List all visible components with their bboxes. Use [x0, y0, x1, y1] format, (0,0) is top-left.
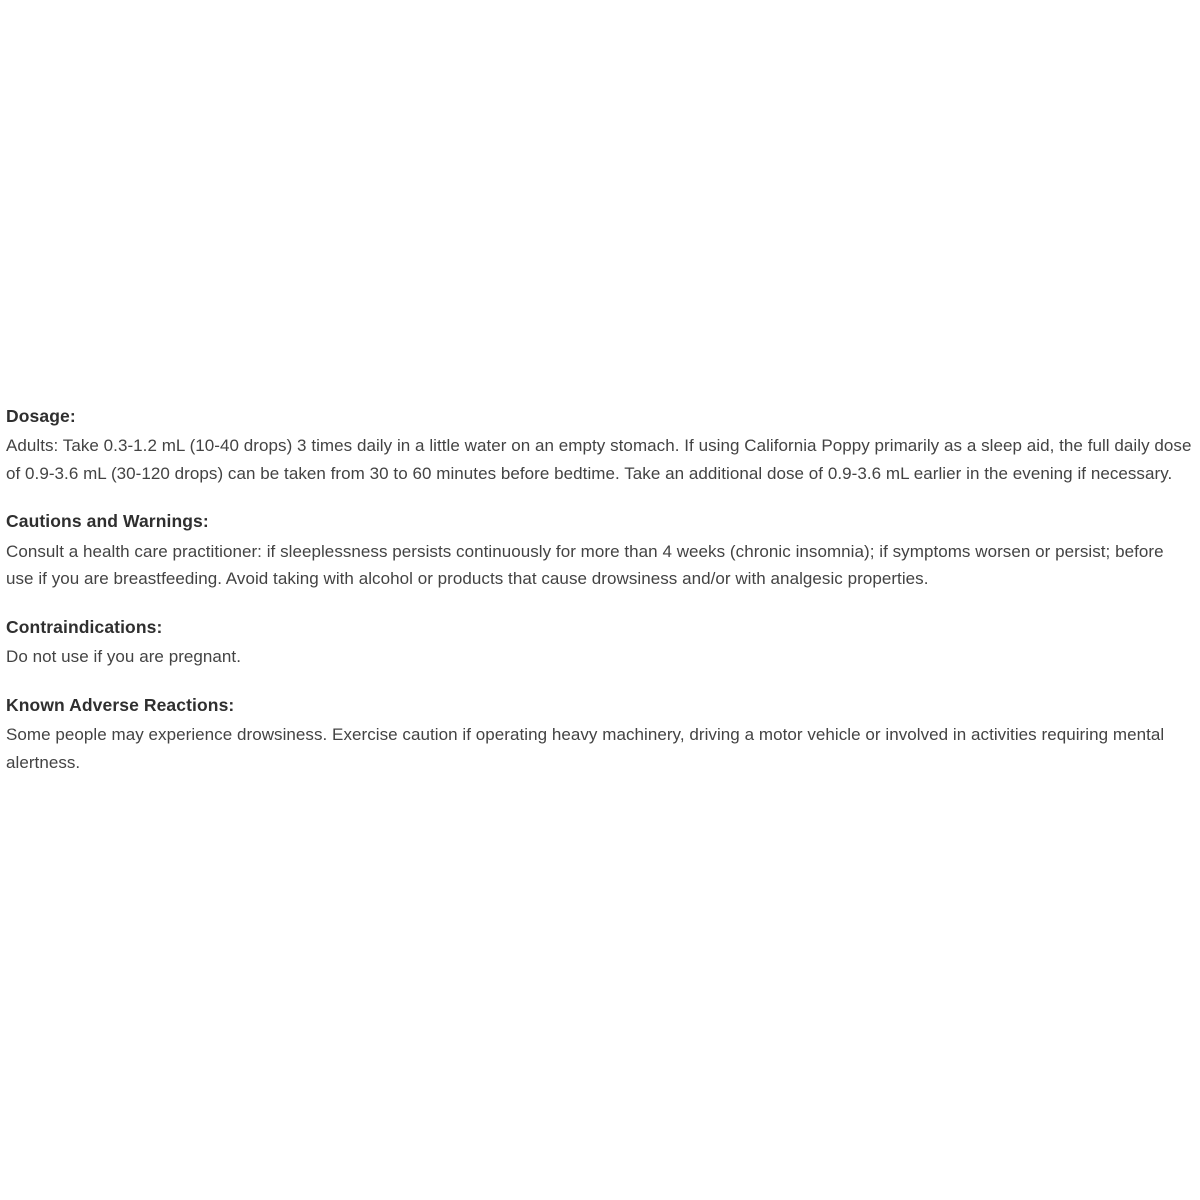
section-body-cautions-and-warnings: Consult a health care practitioner: if sleeplessness persists continuously for more than 4 weeks (chronic insomnia); if symptoms worsen or persist; before use if you are breastfeeding. Avoid taking with alcohol or products that cause drowsiness and/or with analgesic properties.: [6, 541, 1164, 589]
section-body-dosage: Adults: Take 0.3-1.2 mL (10-40 drops) 3 times daily in a little water on an empty stomach. If using California Poppy primarily as a sleep aid, the full daily dose of 0.9-3.6 mL (30-120 drops) can be taken from 30 to 60 minutes before bedtime. Take an additional dose of 0.9-3.6 mL earlier in the evening if necessary.: [6, 436, 1192, 483]
section-body-contraindications: Do not use if you are pregnant.: [6, 647, 241, 667]
section-contraindications: [6, 615, 1194, 671]
section-heading-cautions-and-warnings: Cautions and Warnings:: [6, 511, 209, 532]
section-cautions-and-warnings: [6, 509, 1194, 592]
section-dosage: [6, 404, 1194, 487]
section-known-adverse-reactions: [6, 693, 1194, 776]
section-heading-known-adverse-reactions: Known Adverse Reactions:: [6, 694, 235, 715]
product-information-content: [6, 404, 1194, 776]
section-heading-dosage: Dosage:: [6, 406, 76, 426]
section-body-known-adverse-reactions: Some people may experience drowsiness. Exercise caution if operating heavy machinery, driving a motor vehicle or involved in activities requiring mental alertness.: [6, 725, 1165, 772]
section-heading-contraindications: Contraindications:: [6, 616, 163, 637]
